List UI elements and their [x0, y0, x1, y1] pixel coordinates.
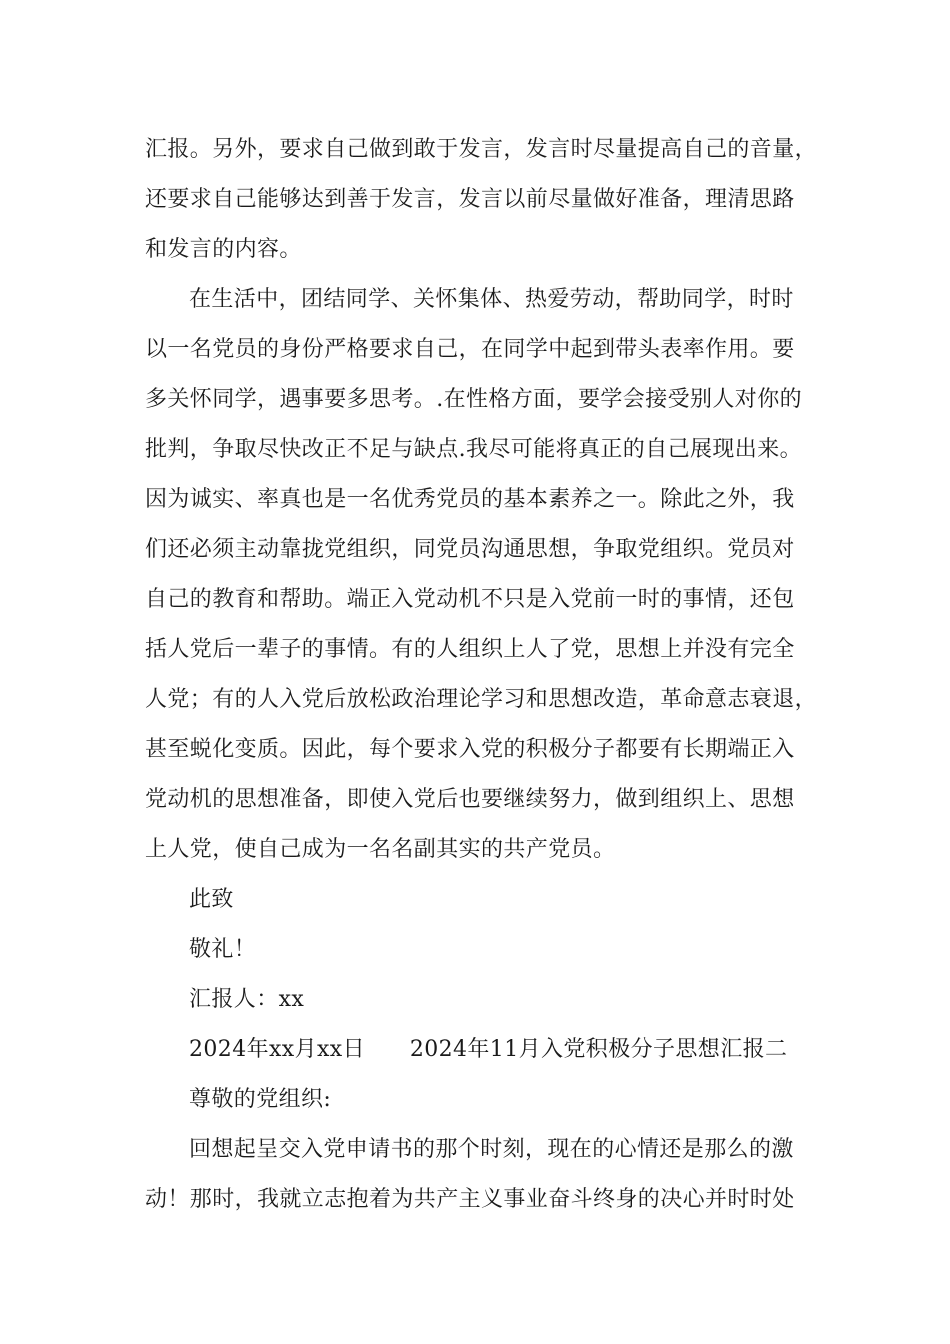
text-line: 甚至蜕化变质。因此，每个要求入党的积极分子都要有长期端正入 [145, 737, 795, 762]
text-line: 动！那时，我就立志抱着为共产主义事业奋斗终身的决心并时时处 [145, 1187, 795, 1212]
paragraph-start-line: 回想起呈交入党申请书的那个时刻，现在的心情还是那么的激 [189, 1137, 794, 1162]
text-line: 还要求自己能够达到善于发言，发言以前尽量做好准备，理清思路 [145, 187, 795, 212]
text-line: 们还必须主动靠拢党组织，同党员沟通思想，争取党组织。党员对 [145, 537, 795, 562]
reporter-line: 汇报人：xx [189, 987, 305, 1012]
text-line: 因为诚实、率真也是一名优秀党员的基本素养之一。除此之外，我 [145, 487, 795, 512]
text-line: 党动机的思想准备，即使入党后也要继续努力，做到组织上、思想 [145, 787, 795, 812]
text-line: 和发言的内容。 [145, 237, 302, 262]
text-line: 自己的教育和帮助。端正入党动机不只是入党前一时的事情，还包 [145, 587, 795, 612]
paragraph-start-line: 在生活中，团结同学、关怀集体、热爱劳动，帮助同学，时时 [189, 287, 794, 312]
text-line: 人党；有的人入党后放松政治理论学习和思想改造，革命意志衰退， [145, 687, 818, 712]
greeting-line: 尊敬的党组织: [189, 1087, 332, 1112]
text-line: 汇报。另外，要求自己做到敢于发言，发言时尽量提高自己的音量， [145, 137, 818, 162]
text-line: 多关怀同学，遇事要多思考。.在性格方面，要学会接受别人对你的 [145, 387, 802, 412]
text-line: 上人党，使自己成为一名名副其实的共产党员。 [145, 837, 616, 862]
text-line: 以一名党员的身份严格要求自己，在同学中起到带头表率作用。要 [145, 337, 795, 362]
text-line: 批判，争取尽快改正不足与缺点.我尽可能将真正的自己展现出来。 [145, 437, 802, 462]
closing-salutation: 此致 [189, 887, 234, 912]
closing-regards: 敬礼！ [189, 937, 257, 962]
text-line: 括人党后一辈子的事情。有的人组织上人了党，思想上并没有完全 [145, 637, 795, 662]
date-and-heading-line: 2024年xx月xx日 2024年11月入党积极分子思想汇报二 [189, 1037, 788, 1062]
